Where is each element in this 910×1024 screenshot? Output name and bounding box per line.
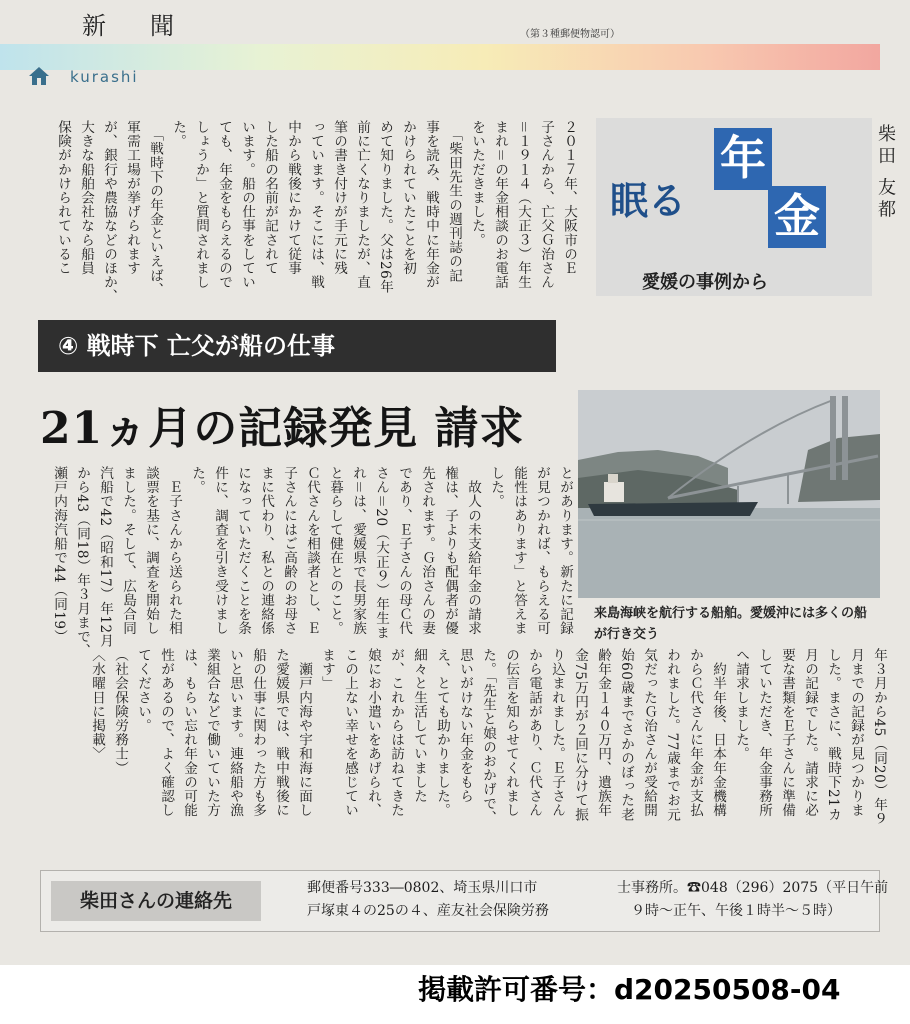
author-name: 柴田 友都: [875, 124, 896, 222]
article-right-block: 年３月から45（同20）年９ 月までの記録が見つかりま した。まさに、戦時下21カ 月の記録でした。請求に必 要な書類をＥ子さんに準備 していただき、年金事務所 へ請求しました。 約半年後、日本年金機構 からＣ代さんに年金が支払 われました。77歳までお元 気だったＧ治さんが受給開 始60歳までさかのぼった老 齢年金１４０万円、遺族年 金75万円が２回に分けて振 り込まれました。Ｅ子さん から電話があり、Ｃ代さん の伝言を知らせてくれまし た。「先生と娘のおかげで、 思いがけない年金をもら え、とても助かりました。 細々と生活していました が、これからは訪ねてきた 娘にお小遣いをあげられ、 この上ない幸せを感じてい ます」 瀬戸内海や宇和海に面し た愛媛県では、戦中戦後に 船の仕事に関わった方も多 いと思います。連絡船や漁 業組合などで働いていた方 は、もらい忘れ年金の可能 性があるので、よく確認し てください。 （社会保険労務士） 〈水曜日に掲載〉: [89, 648, 887, 826]
contact-box: [40, 870, 889, 932]
article-top-block: ２０１７年、大阪市のＥ 子さんから、亡父Ｇ治さん ＝１９１４（大正３）年生 まれ＝の年金相談のお電話 をいただきました。 「柴田先生の週刊誌の記 事を読み、戦時中に年金が かけられていたことを初 めて知りました。父は26年 前に亡くなりましたが、直 筆の書き付けが手元に残 っています。そこには、戦 中から戦後にかけて従事 した船の名前が記されて います。船の仕事をしてい ても、年金をもらえるので しょうか」と質問されまし た。 「戦時下の年金といえば、 軍需工場が挙げられます が、銀行や農協などのほか、 大きな船舶会社なら船員 保険がかけられているこ: [55, 120, 577, 304]
section-band: [0, 44, 880, 70]
contact-address: 郵便番号333―0802、埼玉県川口市 戸塚東４の25の４、産友社会保険労務: [307, 880, 549, 919]
contact-label: 柴田さんの連絡先: [51, 881, 261, 921]
strait-photo: [578, 390, 880, 598]
article-subheading: ④ 戦時下 亡父が船の仕事: [38, 320, 556, 372]
series-header: [596, 118, 872, 296]
contact-office: 士事務所。☎048（296）2075（平日午前 ９時〜正午、午後１時半〜５時）: [617, 880, 889, 919]
masthead-name: 新聞: [82, 12, 218, 40]
series-title-nen: 年: [714, 128, 772, 190]
postal-notice: （第３種郵便物認可）: [520, 29, 620, 40]
series-title-neru: 眠る: [610, 179, 687, 223]
section-name: kurashi: [70, 68, 139, 86]
series-title-kin: 金: [768, 186, 826, 248]
series-subtitle: 愛媛の事例から: [642, 272, 768, 293]
house-icon: [28, 65, 50, 87]
article-mid-block: とがあります。新たに記録 が見つかれば、もらえる可 能性はあります」と答えま した。 故人の未支給年金の請求 権は、子よりも配偶者が優 先されます。Ｇ治さんの妻 であり、Ｅ子さんの母Ｃ代 さん＝20（大正９）年生ま れ＝は、愛媛県で長男家族 と暮らして健在とのこと。 Ｃ代さんを相談者とし、Ｅ 子さんにはご高齢のお母さ まに代わり、私との連絡係 になっていただくことを条 件に、調査を引き受けまし た。 Ｅ子さんから送られた相 談票を基に、調査を開始し ました。そして、広島合同 汽船で42（昭和17）年12月 から43（同18）年３月まで、 瀬戸内海汽船で44（同19）: [51, 466, 573, 658]
article-headline: 21ヵ月の記録発見 請求: [40, 403, 525, 454]
permit-number: 掲載許可番号：d20250508-04: [418, 973, 841, 1006]
photo-caption: 来島海峡を航行する船舶。愛媛沖には多くの船が行き交う: [594, 606, 868, 642]
